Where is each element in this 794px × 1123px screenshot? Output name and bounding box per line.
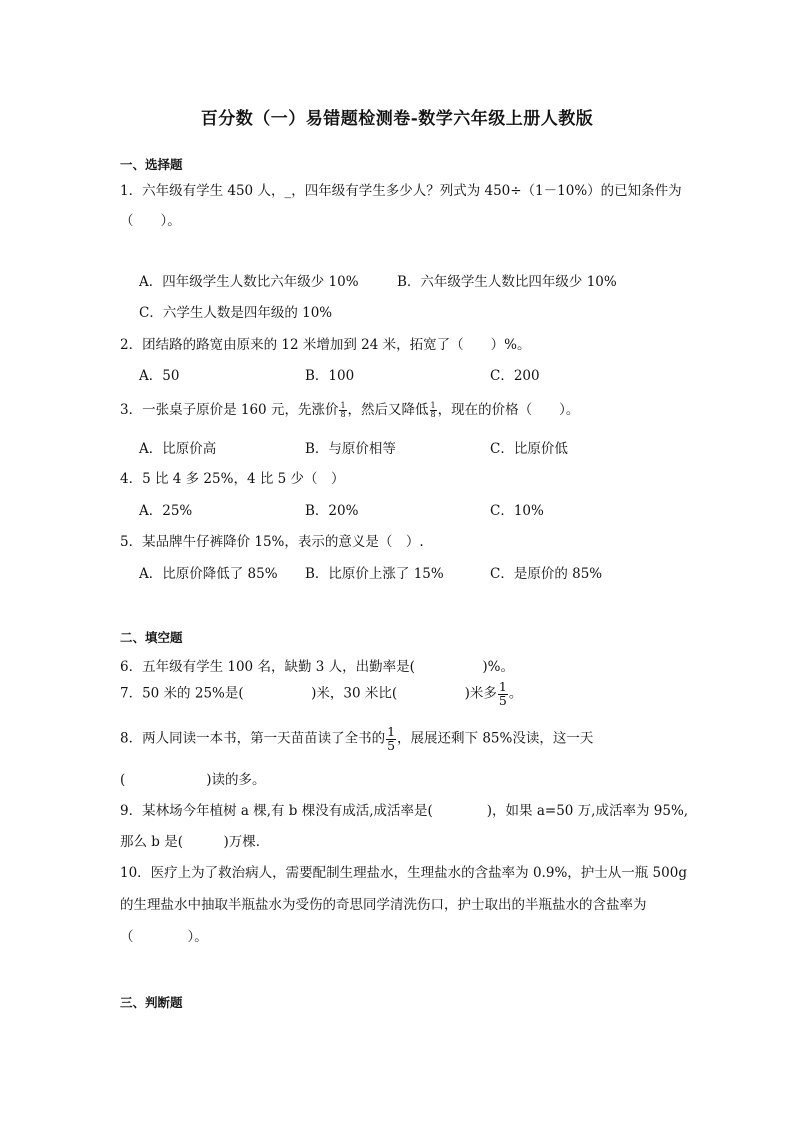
fraction-numerator: 1	[387, 724, 396, 739]
fraction-one-eighth	[339, 402, 346, 419]
question-3-stem-start: 3．一张桌子原价是 160 元，先涨价	[120, 402, 339, 418]
question-3-option-b: B．与原价相等	[305, 441, 396, 457]
question-5-option-b: B．比原价上涨了 15%	[305, 566, 444, 582]
fraction-one-fifth	[498, 681, 508, 707]
question-9-line-1: 9．某林场今年植树 a 棵,有 b 棵没有成活,成活率是( )，如果 a=50 万,成活率为 95%,	[120, 803, 689, 819]
fraction-denominator: 8	[430, 410, 436, 419]
page-title: 百分数（一）易错题检测卷-数学六年级上册人教版	[200, 109, 594, 129]
question-6: 6．五年级有学生 100 名，缺勤 3 人，出勤率是( )%。	[120, 659, 514, 675]
question-3-option-c: C．比原价低	[490, 441, 568, 457]
question-1-option-a: A．四年级学生人数比六年级少 10%	[139, 274, 359, 290]
question-8-line-1	[120, 726, 593, 752]
question-3-stem-middle: ，然后又降低	[347, 402, 429, 418]
question-5-option-a: A．比原价降低了 85%	[139, 566, 278, 582]
fraction-one-fifth	[386, 726, 396, 752]
question-2-stem: 2．团结路的路宽由原来的 12 米增加到 24 米，拓宽了（ ）%。	[120, 337, 531, 353]
question-4-option-b: B．20%	[305, 503, 359, 519]
question-9-line-2: 那么 b 是( )万棵．	[120, 834, 270, 850]
fraction-denominator: 5	[498, 692, 507, 708]
question-4-option-a: A．25%	[139, 503, 193, 519]
question-3-stem-end: ，现在的价格（ ）。	[437, 402, 580, 418]
question-1-line-2: （ ）。	[120, 213, 181, 229]
section-heading-fill-blank: 二、填空题	[120, 630, 183, 645]
question-10-line-2: 的生理盐水中抽取半瓶盐水为受伤的奇思同学清洗伤口，护士取出的半瓶盐水的含盐率为	[120, 897, 647, 913]
question-10-line-3: （ ）。	[120, 929, 208, 945]
section-heading-true-false: 三、判断题	[120, 995, 183, 1010]
question-4-stem: 4．5 比 4 多 25%，4 比 5 少（ ）	[120, 471, 345, 487]
section-heading-choice: 一、选择题	[120, 157, 183, 172]
question-3-option-a: A．比原价高	[139, 441, 217, 457]
question-7-end: 。	[508, 685, 523, 702]
fraction-one-eighth	[430, 402, 437, 419]
question-2-option-b: B．100	[305, 368, 355, 384]
question-1-option-c: C．六学生人数是四年级的 10%	[139, 305, 333, 321]
question-1-option-b: B．六年级学生人数比四年级少 10%	[397, 274, 617, 290]
question-8-start: 8．两人同读一本书，第一天苗苗读了全书的	[120, 730, 386, 747]
fraction-numerator: 1	[498, 679, 507, 694]
fraction-denominator: 8	[340, 410, 346, 419]
question-2-option-a: A．50	[139, 368, 180, 384]
fraction-numerator: 1	[430, 401, 436, 410]
question-7	[120, 681, 522, 707]
fraction-numerator: 1	[340, 401, 346, 410]
question-1-line-1: 1．六年级有学生 450 人，_，四年级有学生多少人？列式为 450÷（1－10%）的已知条件为	[120, 183, 682, 199]
question-5-option-c: C．是原价的 85%	[490, 566, 603, 582]
question-8-end: ，展展还剩下 85%没读，这一天	[397, 730, 594, 747]
question-3-stem	[120, 398, 579, 419]
question-10-line-1: 10．医疗上为了救治病人，需要配制生理盐水，生理盐水的含盐率为 0.9%，护士从一瓶 500g	[120, 865, 687, 881]
question-4-option-c: C．10%	[490, 503, 544, 519]
question-8-line-2: ( )读的多。	[120, 772, 266, 788]
fraction-denominator: 5	[387, 737, 396, 753]
question-5-stem: 5．某品牌牛仔裤降价 15%，表示的意义是（ ）.	[120, 534, 424, 550]
question-7-start: 7．50 米的 25%是( )米，30 米比( )米多	[120, 685, 497, 702]
question-2-option-c: C．200	[490, 368, 540, 384]
